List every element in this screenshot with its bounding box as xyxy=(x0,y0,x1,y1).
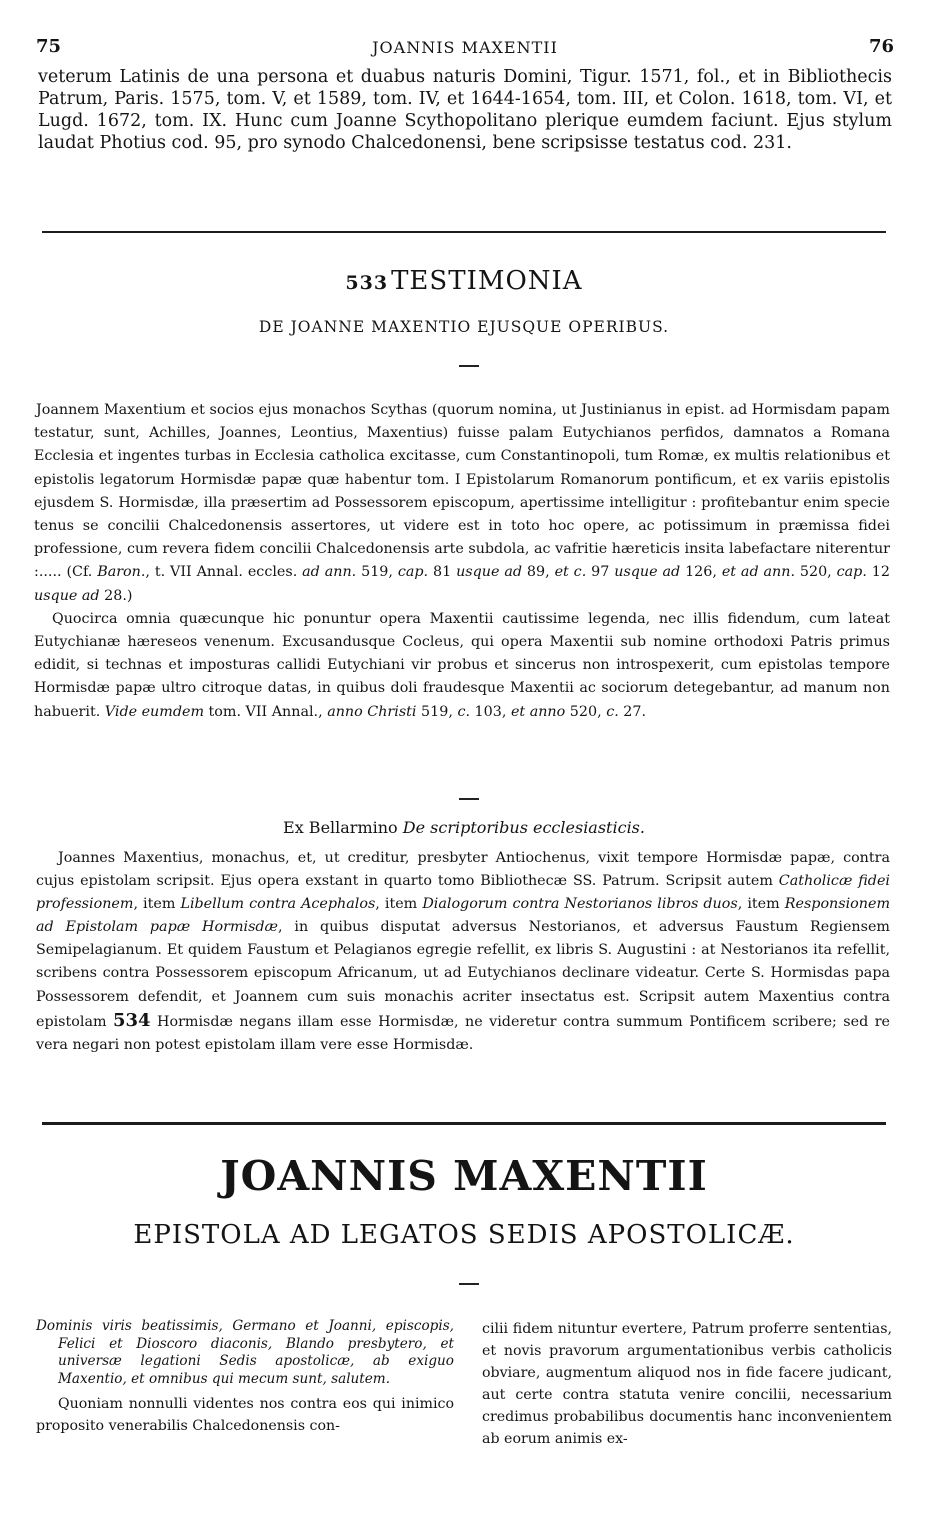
reference-text: 28.) xyxy=(99,587,133,604)
running-head-title: JOANNIS MAXENTII xyxy=(372,38,558,57)
right-column xyxy=(482,1318,892,1450)
paragraph-text: Hormisdæ negans illam esse Hormisdæ, ne videretur contra summum Pontificem scribere; sed re vera negari non potest epistolam illam vere esse Hormisdæ. xyxy=(36,1013,890,1053)
reference-italic: cap. xyxy=(397,564,429,581)
letter-text-right: cilii fidem nituntur evertere, Patrum proferre sententias, et novis pravorum argumentationibus verbis catholicis obviare, augmentum aliquod nos in fide facere judicant, aut certe contra statuta venire concilii, necessarium credimus probabilibus documentis hanc inconvenientem ab eorum animis ex- xyxy=(482,1321,892,1447)
section-rule xyxy=(42,231,886,233)
reference-author: Baron. xyxy=(97,564,146,581)
reference-text: 520, xyxy=(565,703,607,720)
bellarmino-body xyxy=(36,847,890,1057)
reference-italic: ad ann. xyxy=(302,564,357,581)
work-title: Responsionem ad Epistolam papæ Hormisdæ xyxy=(36,896,891,936)
section-rule xyxy=(42,1122,886,1125)
reference-text: 97 xyxy=(586,564,615,581)
testimonia-paragraph-2 xyxy=(34,608,890,724)
column-marker-533: 533 xyxy=(345,272,389,294)
salutation-address: Dominis viris beatissimis, Germano et Joanni, episcopis, Felici et Dioscoro diaconis, Blando presbytero, et universæ legationi Sedis apostolicæ, ab exiguo Maxentio, et omnibus qui mecum sunt, salutem. xyxy=(36,1318,454,1387)
reference-text: tom. VII Annal., xyxy=(204,703,328,720)
work-title: Dialogorum contra Nestorianos libros duos xyxy=(422,896,738,913)
running-head xyxy=(36,36,894,58)
paragraph-text: , in quibus disputat adversus Nestorianos, et adversus Faustum Regiensem Semipelagianum. Et quidem Faustum et Pelagianos egregie refellit, ex libris S. Augustini : at Nestorianos ita refellit, scribens contra Possessorem episcopum Africanum, ut ad Eutychianos declinare videatur. Certe S. Hormisdas papa Possessorem defendit, et Joannem cum suis monachis acriter insectatus est. Scripsit autem Maxentius contra epistolam xyxy=(36,919,890,1030)
reference-text: 519, xyxy=(356,564,398,581)
reference-text: 520, xyxy=(795,564,837,581)
paragraph-text: Joannem Maxentium et socios ejus monachos Scythas (quorum nomina, ut Justinianus in epist. ad Hormisdam papam testatur, sunt, Achilles, Joannes, Leontius, Maxentius) fuisse palam Eutychianos perfidos, damnatos a Romana Ecclesia et ingentes turbas in Ecclesia catholica excitasse, cum Constantinopoli, tum Romæ, ex multis relationibus et epistolis legatorum Hormisdæ papæ quæ habentur tom. I Epistolarum Romanorum pontificum, et ex variis epistolis ejusdem S. Hormisdæ, illa præsertim ad Possessorem episcopum, apertissime intelligitur : profitebantur enim specie tenus se concilii Chalcedonensis assertores, ut videre est in toto hoc opere, ac potissimum in præmissa fidei professione, cum revera fidem concilii Chalcedonensis arte subdola, ac vafritie hæreticis insita labefactare niterentur :..... (Cf. xyxy=(34,402,890,581)
reference-italic: Vide eumdem xyxy=(104,703,204,720)
reference-text: 12 xyxy=(866,564,890,581)
continuation-paragraph: veterum Latinis de una persona et duabus naturis Domini, Tigur. 1571, fol., et in Bibliothecis Patrum, Paris. 1575, tom. V, et 1589, tom. IV, et 1644-1654, tom. III, et Colon. 1618, tom. VI, et Lugd. 1672, tom. IX. Hunc cum Joanne Scythopolitano plerique eumdem faciunt. Ejus stylum laudat Photius cod. 95, pro synodo Chalcedonensi, bene scripsisse testatus cod. 231. xyxy=(38,67,892,153)
separator-dash xyxy=(459,798,479,800)
reference-italic: usque ad xyxy=(34,587,100,604)
heading-text: Ex Bellarmino xyxy=(283,818,403,837)
heading-italic: De scriptoribus ecclesiasticis. xyxy=(402,818,645,837)
reference-text: 126, xyxy=(680,564,722,581)
separator-dash xyxy=(459,1283,479,1285)
reference-italic: et anno xyxy=(510,703,566,720)
reference-text: 519, xyxy=(416,703,458,720)
left-column xyxy=(36,1318,454,1437)
reference-italic: et c. xyxy=(554,564,587,581)
reference-text: 89, xyxy=(522,564,555,581)
testimonia-paragraph-1 xyxy=(34,399,890,608)
reference-text: 103, xyxy=(470,703,511,720)
reference-text: , t. VII Annal. eccles. xyxy=(145,564,303,581)
reference-text: 27. xyxy=(618,703,647,720)
page-number-right: 76 xyxy=(868,36,894,57)
reference-italic: usque ad xyxy=(614,564,681,581)
paragraph-text: Quocirca omnia quæcunque hic ponuntur opera Maxentii cautissime legenda, nec illis fidendum, cum lateat Eutychianæ hæreseos venenum. Excusandusque Cocleus, qui opera Maxentii sub nomine orthodoxi Patris primus edidit, si technas et imposturas callidi Eutychiani vir probus et sincerus non introspexerit, cum epistolas tempore Hormisdæ papæ ultro citroque datas, in quibus doli fraudesque Maxentii ac sociorum detegebantur, ad manum non habuerit. xyxy=(34,610,890,720)
main-title: JOANNIS MAXENTII xyxy=(220,1152,708,1200)
testimonia-subtitle: DE JOANNE MAXENTIO EJUSQUE OPERIBUS. xyxy=(258,318,670,336)
paragraph-text: , item xyxy=(737,896,785,913)
letter-text-left: Quoniam nonnulli videntes nos contra eos qui inimico proposito venerabilis Chalcedonensis con- xyxy=(36,1396,454,1434)
work-title: Libellum contra Acephalos xyxy=(180,896,376,913)
separator-dash xyxy=(459,365,479,367)
reference-italic: usque ad xyxy=(456,564,523,581)
paragraph-text: , item xyxy=(375,896,423,913)
reference-italic: et ad ann. xyxy=(721,564,795,581)
work-title: Catholicæ fidei professionem xyxy=(36,873,890,913)
reference-italic: c. xyxy=(457,703,470,720)
paragraph-text: Joannes Maxentius, monachus, et, ut creditur, presbyter Antiochenus, vixit tempore Hormisdæ papæ, contra cujus epistolam scripsit. Ejus opera exstant in quarto tomo Bibliothecæ SS. Patrum. Scripsit autem xyxy=(36,850,890,890)
reference-italic: c. xyxy=(606,703,619,720)
testimonia-title: TESTIMONIA xyxy=(391,266,583,296)
bellarmino-paragraph xyxy=(36,847,890,1057)
testimonia-body xyxy=(34,399,890,724)
page-number-left: 75 xyxy=(36,36,62,57)
testimonia-heading xyxy=(0,266,928,296)
reference-text: 81 xyxy=(428,564,457,581)
reference-italic: anno Christi xyxy=(327,703,417,720)
bellarmino-heading xyxy=(0,818,928,837)
paragraph-text: , item xyxy=(133,896,181,913)
reference-italic: cap. xyxy=(836,564,867,581)
epistola-title: EPISTOLA AD LEGATOS SEDIS APOSTOLICÆ. xyxy=(133,1220,795,1250)
column-marker-534: 534 xyxy=(112,1009,151,1031)
